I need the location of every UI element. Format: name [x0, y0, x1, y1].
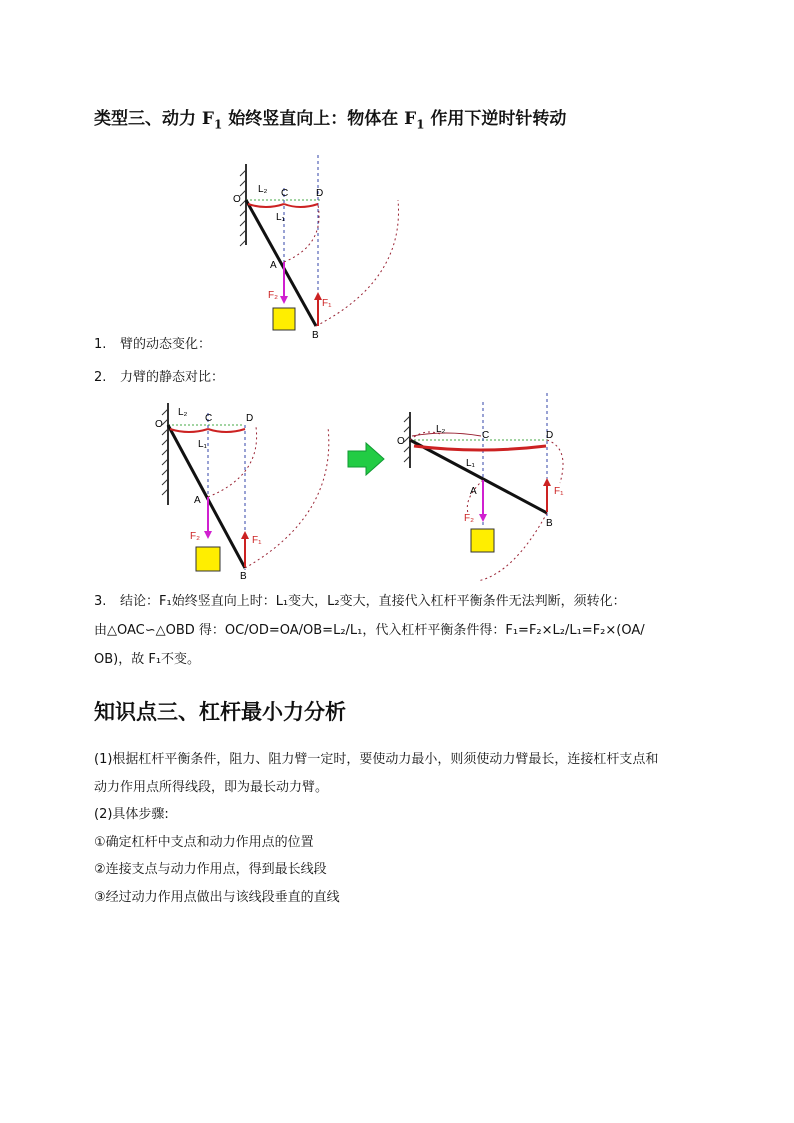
lever-diagram-3 [394, 388, 594, 583]
knowledge-p1b: 动力作用点所得线段，即为最长动力臂。 [94, 780, 329, 795]
label-b: B [546, 518, 553, 529]
label-d: D [246, 413, 254, 424]
knowledge-p2: (2)具体步骤: [94, 807, 169, 822]
knowledge-step-3: ③经过动力作用点做出与该线段垂直的直线 [94, 890, 340, 905]
knowledge-step-2: ②连接支点与动力作用点，得到最长线段 [94, 862, 327, 877]
label-f1: F₁ [554, 486, 564, 497]
list-item-1: 1. 臂的动态变化： [94, 337, 212, 352]
label-l1: L₁ [276, 212, 285, 223]
lever-diagram-2 [152, 395, 342, 585]
label-b: B [312, 330, 319, 340]
label-c: C [205, 413, 213, 424]
knowledge-p1a: (1)根据杠杆平衡条件，阻力、阻力臂一定时，要使动力最小，则须使动力臂最长，连接杠杆支点和 [94, 752, 659, 767]
label-f2: F₂ [268, 290, 278, 301]
lever-diagram-1 [230, 150, 410, 340]
label-a: A [470, 486, 477, 497]
list-item-2: 2. 力臂的静态对比： [94, 370, 225, 385]
label-d: D [316, 188, 324, 199]
label-l1: L₁ [466, 458, 475, 469]
label-l1: L₁ [198, 439, 207, 450]
knowledge-step-1: ①确定杠杆中支点和动力作用点的位置 [94, 835, 314, 850]
label-l2: L₂ [436, 424, 446, 435]
knowledge-title: 知识点三、杠杆最小力分析 [94, 699, 346, 724]
label-f1: F₁ [252, 535, 262, 546]
label-o: O [397, 436, 405, 447]
label-f2: F₂ [464, 513, 474, 524]
label-b: B [240, 571, 247, 582]
label-l2: L₂ [178, 407, 188, 418]
label-f1: F₁ [322, 298, 332, 309]
label-a: A [194, 495, 201, 506]
transition-arrow-icon [346, 442, 386, 476]
label-d: D [546, 430, 554, 441]
label-l2: L₂ [258, 184, 268, 195]
label-o: O [155, 419, 163, 430]
label-o: O [233, 194, 241, 205]
section-title: 类型三、动力 $F_1$ 始终竖直向上：物体在 $F_1$ 作用下逆时针转动 [94, 109, 567, 132]
label-f2: F₂ [190, 531, 200, 542]
label-c: C [482, 430, 490, 441]
conclusion-paragraph: 3. 结论：F₁始终竖直向上时：L₁变大，L₂变大，直接代入杠杆平衡条件无法判断，须转化： 由△OAC∽△OBD 得：OC/OD=OA/OB=L₂/L₁，代入杠杆平衡条件得：F₁=F₂×L₂/L₁=F₂×(OA/ OB)，故 F₁不变。 [94, 594, 645, 667]
label-a: A [270, 260, 277, 271]
label-c: C [281, 188, 289, 199]
